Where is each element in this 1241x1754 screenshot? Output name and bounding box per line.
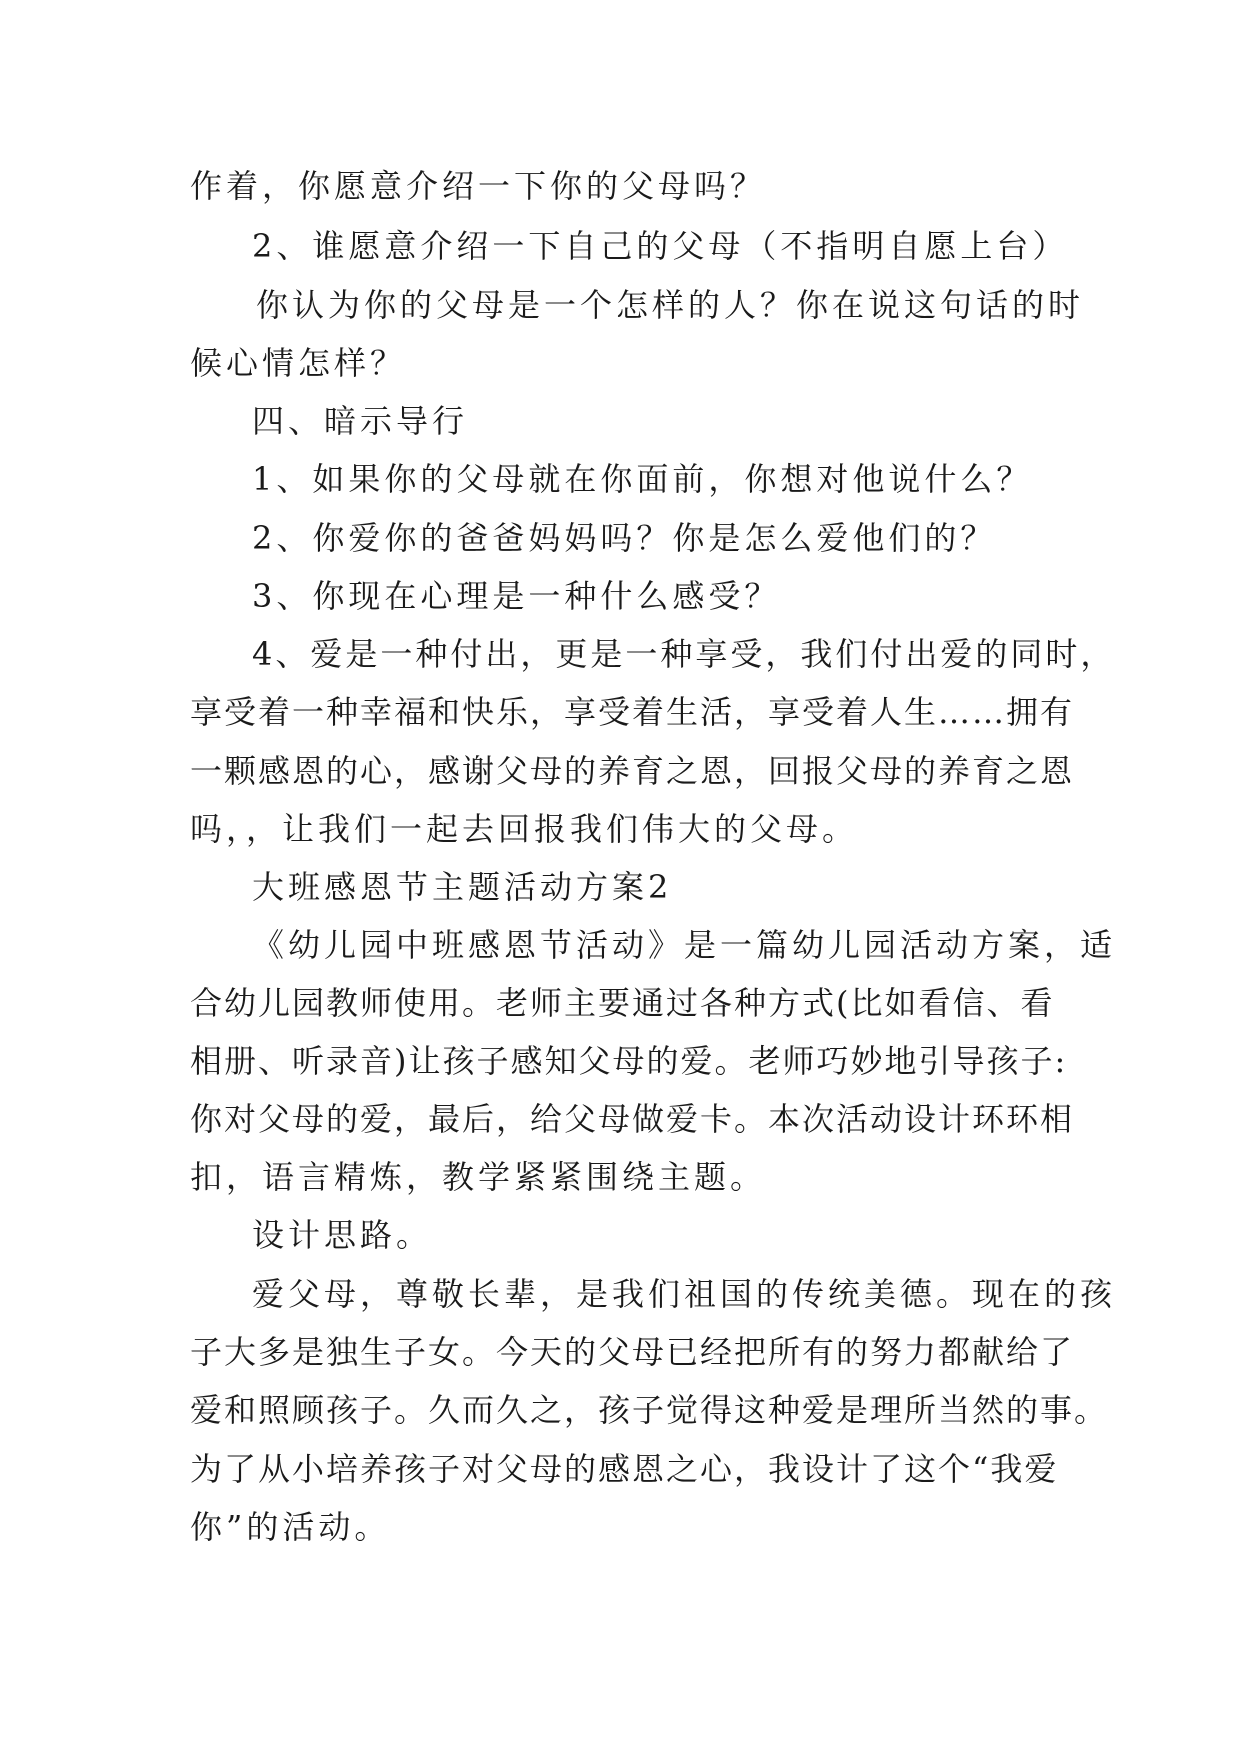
text-line: 相册、听录音)让孩子感知父母的爱。老师巧妙地引导孩子: (190, 1042, 1068, 1080)
text-line: 爱父母，尊敬长辈，是我们祖国的传统美德。现在的孩 (252, 1275, 1117, 1313)
text-line: 爱和照顾孩子。久而久之，孩子觉得这种爱是理所当然的事。 (190, 1391, 1109, 1429)
text-line: 作着，你愿意介绍一下你的父母吗？ (190, 167, 767, 205)
text-line: 一颗感恩的心，感谢父母的养育之恩，回报父母的养育之恩 (190, 752, 1075, 790)
text-line: 1、如果你的父母就在你面前，你想对他说什么？ (252, 460, 1033, 498)
section-heading: 四、暗示导行 (252, 402, 469, 440)
text-line: 你”的活动。 (190, 1508, 391, 1546)
text-line: 4、爱是一种付出，更是一种享受，我们付出爱的同时， (252, 635, 1116, 673)
text-line: 你对父母的爱，最后，给父母做爱卡。本次活动设计环环相 (190, 1100, 1075, 1138)
text-line: 2、谁愿意介绍一下自己的父母（不指明自愿上台） (252, 227, 1069, 265)
text-line: 你认为你的父母是一个怎样的人？你在说这句话的时 (256, 286, 1085, 324)
text-line: 吗，，让我们一起去回报我们伟大的父母。 (190, 810, 859, 848)
text-line: 《幼儿园中班感恩节活动》是一篇幼儿园活动方案，适 (252, 926, 1117, 964)
text-line: 子大多是独生子女。今天的父母已经把所有的努力都献给了 (190, 1333, 1075, 1371)
text-line: 候心情怎样？ (190, 344, 407, 382)
section-heading: 大班感恩节主题活动方案2 (252, 868, 673, 906)
text-line: 合幼儿园教师使用。老师主要通过各种方式(比如看信、看 (190, 984, 1055, 1022)
text-line: 扣，语言精炼，教学紧紧围绕主题。 (190, 1158, 767, 1196)
text-line: 2、你爱你的爸爸妈妈吗？你是怎么爱他们的？ (252, 519, 997, 557)
text-line: 3、你现在心理是一种什么感受？ (252, 577, 781, 615)
section-heading: 设计思路。 (252, 1216, 433, 1254)
text-line: 享受着一种幸福和快乐，享受着生活，享受着人生……拥有 (190, 693, 1075, 731)
text-line: 为了从小培养孩子对父母的感恩之心，我设计了这个“我爱 (190, 1450, 1059, 1488)
